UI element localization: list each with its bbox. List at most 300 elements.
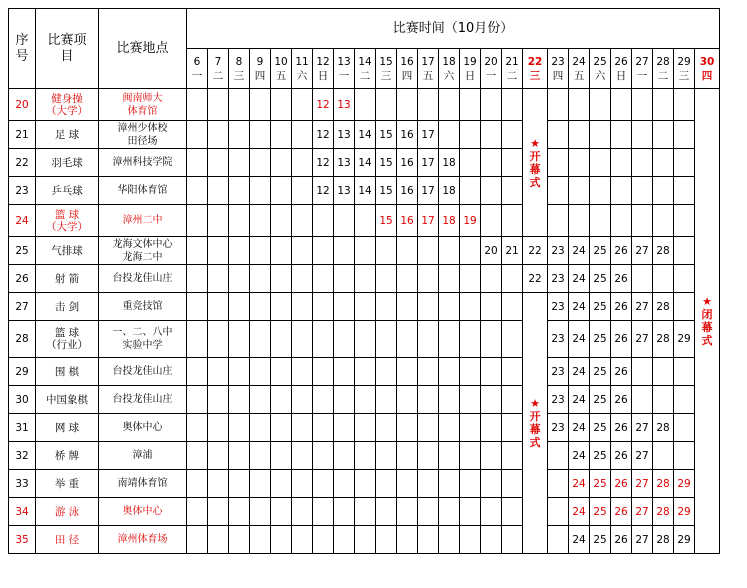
day-cell: 15 bbox=[376, 177, 397, 205]
day-cell: 27 bbox=[632, 321, 653, 358]
day-cell bbox=[229, 470, 250, 498]
day-cell bbox=[569, 205, 590, 237]
day-header-18: 18 六 bbox=[439, 49, 460, 89]
day-cell: 24 bbox=[569, 414, 590, 442]
header-seq: 序 号 bbox=[9, 9, 36, 89]
day-cell: 26 bbox=[611, 386, 632, 414]
day-cell: 23 bbox=[548, 321, 569, 358]
day-cell bbox=[653, 265, 674, 293]
day-cell bbox=[376, 358, 397, 386]
day-cell bbox=[548, 149, 569, 177]
day-cell: 24 bbox=[569, 498, 590, 526]
day-cell bbox=[548, 498, 569, 526]
day-cell bbox=[313, 470, 334, 498]
day-cell bbox=[502, 442, 523, 470]
day-cell bbox=[569, 89, 590, 121]
day-cell: 29 bbox=[674, 526, 695, 554]
event-name: 羽毛球 bbox=[36, 149, 99, 177]
day-cell bbox=[250, 293, 271, 321]
day-header-26: 26 日 bbox=[611, 49, 632, 89]
day-cell bbox=[674, 386, 695, 414]
day-cell bbox=[187, 121, 208, 149]
day-cell: 24 bbox=[569, 265, 590, 293]
table-row bbox=[9, 149, 720, 177]
day-cell: 17 bbox=[418, 177, 439, 205]
day-cell: 27 bbox=[632, 293, 653, 321]
day-cell bbox=[250, 386, 271, 414]
day-cell bbox=[250, 414, 271, 442]
row-seq: 29 bbox=[9, 358, 36, 386]
day-cell bbox=[481, 121, 502, 149]
day-cell bbox=[355, 265, 376, 293]
day-cell bbox=[229, 265, 250, 293]
day-cell: 26 bbox=[611, 414, 632, 442]
day-cell bbox=[313, 321, 334, 358]
day-cell: 25 bbox=[590, 237, 611, 265]
day-cell bbox=[355, 205, 376, 237]
day-cell: 24 bbox=[569, 386, 590, 414]
day-cell: 25 bbox=[590, 526, 611, 554]
day-cell: 13 bbox=[334, 177, 355, 205]
day-cell bbox=[632, 205, 653, 237]
day-cell bbox=[313, 526, 334, 554]
day-cell bbox=[632, 358, 653, 386]
day-cell: 15 bbox=[376, 121, 397, 149]
day-cell bbox=[502, 149, 523, 177]
day-cell bbox=[418, 526, 439, 554]
day-cell bbox=[271, 442, 292, 470]
day-cell bbox=[292, 265, 313, 293]
day-cell bbox=[187, 414, 208, 442]
day-cell: 26 bbox=[611, 237, 632, 265]
day-cell: 16 bbox=[397, 149, 418, 177]
day-cell: 28 bbox=[653, 526, 674, 554]
day-cell bbox=[250, 470, 271, 498]
day-cell bbox=[292, 149, 313, 177]
day-cell: 27 bbox=[632, 526, 653, 554]
event-venue: 南靖体育馆 bbox=[99, 470, 187, 498]
day-cell bbox=[460, 177, 481, 205]
event-venue: 漳州体育场 bbox=[99, 526, 187, 554]
day-cell bbox=[271, 498, 292, 526]
day-cell bbox=[208, 386, 229, 414]
day-cell: 24 bbox=[569, 321, 590, 358]
day-cell bbox=[439, 121, 460, 149]
day-cell: 16 bbox=[397, 205, 418, 237]
event-name: 足 球 bbox=[36, 121, 99, 149]
table-row bbox=[9, 293, 720, 321]
row-seq: 35 bbox=[9, 526, 36, 554]
day-cell: 28 bbox=[653, 470, 674, 498]
day-cell bbox=[376, 89, 397, 121]
day-cell bbox=[653, 205, 674, 237]
day-cell: 15 bbox=[376, 205, 397, 237]
day-cell: 26 bbox=[611, 526, 632, 554]
event-name: 举 重 bbox=[36, 470, 99, 498]
day-cell bbox=[502, 386, 523, 414]
day-cell bbox=[460, 470, 481, 498]
day-cell bbox=[334, 498, 355, 526]
day-cell bbox=[229, 414, 250, 442]
day-cell bbox=[271, 293, 292, 321]
day-cell bbox=[418, 293, 439, 321]
day-cell: 26 bbox=[611, 265, 632, 293]
day-header-27: 27 一 bbox=[632, 49, 653, 89]
day-cell bbox=[481, 177, 502, 205]
event-name: 篮 球 （行业） bbox=[36, 321, 99, 358]
day-cell bbox=[439, 442, 460, 470]
day-cell bbox=[460, 237, 481, 265]
day-cell bbox=[229, 498, 250, 526]
table-row bbox=[9, 321, 720, 358]
day-cell bbox=[292, 177, 313, 205]
day-header-28: 28 二 bbox=[653, 49, 674, 89]
day-cell: 26 bbox=[611, 358, 632, 386]
day-cell bbox=[653, 442, 674, 470]
day-cell bbox=[187, 205, 208, 237]
table-row bbox=[9, 177, 720, 205]
day-cell bbox=[481, 205, 502, 237]
day-cell bbox=[292, 293, 313, 321]
day-cell bbox=[611, 149, 632, 177]
day-cell bbox=[292, 121, 313, 149]
day-cell: 25 bbox=[590, 358, 611, 386]
day-cell bbox=[653, 386, 674, 414]
day-cell bbox=[313, 442, 334, 470]
day-cell bbox=[229, 121, 250, 149]
day-cell: 25 bbox=[590, 442, 611, 470]
event-name: 击 剑 bbox=[36, 293, 99, 321]
day-cell bbox=[355, 386, 376, 414]
day-cell bbox=[355, 89, 376, 121]
day-cell bbox=[460, 386, 481, 414]
day-cell bbox=[208, 414, 229, 442]
day-cell bbox=[229, 237, 250, 265]
event-venue: 闽南师大 体育馆 bbox=[99, 89, 187, 121]
day-cell bbox=[548, 205, 569, 237]
day-cell: 24 bbox=[569, 237, 590, 265]
day-cell bbox=[653, 89, 674, 121]
day-cell bbox=[208, 205, 229, 237]
table-row bbox=[9, 89, 720, 121]
row-seq: 26 bbox=[9, 265, 36, 293]
day-cell bbox=[418, 321, 439, 358]
day-cell bbox=[418, 498, 439, 526]
day-cell: 25 bbox=[590, 470, 611, 498]
day-cell bbox=[481, 265, 502, 293]
day-cell bbox=[355, 414, 376, 442]
day-cell: 17 bbox=[418, 121, 439, 149]
day-cell: 26 bbox=[611, 442, 632, 470]
day-cell bbox=[460, 526, 481, 554]
day-cell bbox=[548, 470, 569, 498]
day-cell bbox=[334, 205, 355, 237]
day-cell bbox=[292, 89, 313, 121]
day-cell bbox=[229, 177, 250, 205]
day-cell bbox=[590, 205, 611, 237]
day-cell: 18 bbox=[439, 177, 460, 205]
day-cell bbox=[439, 321, 460, 358]
day-cell bbox=[271, 386, 292, 414]
day-cell bbox=[548, 442, 569, 470]
day-cell bbox=[548, 121, 569, 149]
day-header-20: 20 一 bbox=[481, 49, 502, 89]
day-cell: 14 bbox=[355, 177, 376, 205]
table-row bbox=[9, 121, 720, 149]
day-cell bbox=[208, 442, 229, 470]
event-name: 网 球 bbox=[36, 414, 99, 442]
table-row bbox=[9, 442, 720, 470]
day-cell: 22 bbox=[523, 265, 548, 293]
day-cell bbox=[250, 265, 271, 293]
day-cell bbox=[187, 386, 208, 414]
day-cell bbox=[397, 386, 418, 414]
day-cell: 13 bbox=[334, 149, 355, 177]
day-cell bbox=[376, 414, 397, 442]
day-cell bbox=[292, 414, 313, 442]
day-cell bbox=[502, 265, 523, 293]
day-cell bbox=[334, 386, 355, 414]
row-seq: 25 bbox=[9, 237, 36, 265]
day-cell: 29 bbox=[674, 498, 695, 526]
day-cell bbox=[313, 205, 334, 237]
day-cell bbox=[481, 358, 502, 386]
day-cell bbox=[569, 177, 590, 205]
day-cell bbox=[439, 265, 460, 293]
day-cell: 27 bbox=[632, 237, 653, 265]
day-cell bbox=[334, 442, 355, 470]
day-cell bbox=[611, 205, 632, 237]
day-cell bbox=[376, 386, 397, 414]
day-cell bbox=[502, 321, 523, 358]
day-cell bbox=[418, 414, 439, 442]
day-cell bbox=[481, 386, 502, 414]
day-cell bbox=[229, 321, 250, 358]
day-cell: 16 bbox=[397, 121, 418, 149]
day-cell bbox=[502, 293, 523, 321]
day-cell bbox=[611, 89, 632, 121]
table-row bbox=[9, 498, 720, 526]
day-cell: 17 bbox=[418, 149, 439, 177]
day-cell bbox=[632, 89, 653, 121]
day-cell bbox=[460, 498, 481, 526]
day-cell bbox=[632, 177, 653, 205]
day-cell bbox=[653, 149, 674, 177]
day-cell bbox=[590, 177, 611, 205]
day-cell bbox=[418, 89, 439, 121]
day-cell bbox=[439, 414, 460, 442]
day-cell bbox=[355, 442, 376, 470]
day-cell: 23 bbox=[548, 237, 569, 265]
day-cell bbox=[187, 89, 208, 121]
day-cell bbox=[292, 498, 313, 526]
row-seq: 30 bbox=[9, 386, 36, 414]
day-cell bbox=[208, 177, 229, 205]
day-cell: 18 bbox=[439, 205, 460, 237]
day-cell bbox=[208, 149, 229, 177]
day-cell: 23 bbox=[548, 414, 569, 442]
day-header-11: 11 六 bbox=[292, 49, 313, 89]
day-header-17: 17 五 bbox=[418, 49, 439, 89]
header-item: 比赛项 目 bbox=[36, 9, 99, 89]
day-cell bbox=[418, 265, 439, 293]
day-cell bbox=[418, 442, 439, 470]
day-cell bbox=[271, 149, 292, 177]
day-cell: 24 bbox=[569, 470, 590, 498]
day-cell bbox=[376, 442, 397, 470]
day-header-7: 7 二 bbox=[208, 49, 229, 89]
day-cell: 22 bbox=[523, 237, 548, 265]
day-cell bbox=[355, 358, 376, 386]
row-seq: 23 bbox=[9, 177, 36, 205]
row-seq: 20 bbox=[9, 89, 36, 121]
day-cell bbox=[481, 526, 502, 554]
day-header-23: 23 四 bbox=[548, 49, 569, 89]
day-cell bbox=[481, 470, 502, 498]
day-cell: 25 bbox=[590, 386, 611, 414]
day-cell bbox=[460, 358, 481, 386]
day-cell: 25 bbox=[590, 414, 611, 442]
day-cell: 27 bbox=[632, 442, 653, 470]
day-cell: 23 bbox=[548, 358, 569, 386]
day-cell bbox=[187, 358, 208, 386]
day-cell bbox=[481, 89, 502, 121]
event-venue: 华阳体育馆 bbox=[99, 177, 187, 205]
event-name: 围 棋 bbox=[36, 358, 99, 386]
day-cell bbox=[229, 293, 250, 321]
day-cell bbox=[187, 442, 208, 470]
day-cell bbox=[208, 293, 229, 321]
event-venue: 漳浦 bbox=[99, 442, 187, 470]
row-seq: 31 bbox=[9, 414, 36, 442]
day-cell bbox=[418, 237, 439, 265]
day-cell bbox=[653, 177, 674, 205]
day-cell: 24 bbox=[569, 293, 590, 321]
day-cell bbox=[334, 358, 355, 386]
day-cell bbox=[313, 293, 334, 321]
day-cell bbox=[481, 498, 502, 526]
day-cell bbox=[229, 149, 250, 177]
day-cell bbox=[355, 321, 376, 358]
day-cell: 29 bbox=[674, 321, 695, 358]
day-cell bbox=[355, 498, 376, 526]
day-cell bbox=[376, 498, 397, 526]
day-cell bbox=[271, 121, 292, 149]
day-cell bbox=[292, 442, 313, 470]
day-cell bbox=[208, 265, 229, 293]
row-seq: 32 bbox=[9, 442, 36, 470]
event-name: 田 径 bbox=[36, 526, 99, 554]
day-cell bbox=[397, 265, 418, 293]
day-cell bbox=[229, 526, 250, 554]
event-name: 乒乓球 bbox=[36, 177, 99, 205]
day-cell: 29 bbox=[674, 470, 695, 498]
day-cell bbox=[250, 442, 271, 470]
day-cell bbox=[313, 358, 334, 386]
day-cell bbox=[502, 358, 523, 386]
day-cell: 23 bbox=[548, 386, 569, 414]
day-cell bbox=[502, 89, 523, 121]
competition-schedule-table bbox=[8, 8, 720, 554]
day-cell bbox=[460, 149, 481, 177]
event-venue: 重竞技馆 bbox=[99, 293, 187, 321]
day-cell bbox=[208, 237, 229, 265]
day-cell bbox=[397, 237, 418, 265]
day-cell bbox=[674, 149, 695, 177]
day-cell bbox=[292, 321, 313, 358]
day-cell bbox=[674, 237, 695, 265]
day-cell bbox=[569, 121, 590, 149]
day-cell bbox=[653, 121, 674, 149]
event-venue: 漳州科技学院 bbox=[99, 149, 187, 177]
day-header-21: 21 二 bbox=[502, 49, 523, 89]
day-cell: 24 bbox=[569, 358, 590, 386]
day-header-30: 30 四 bbox=[695, 49, 720, 89]
day-cell bbox=[376, 470, 397, 498]
opening-ceremony-label: ★ 开 幕 式 bbox=[523, 89, 548, 237]
day-cell bbox=[250, 149, 271, 177]
row-seq: 22 bbox=[9, 149, 36, 177]
day-cell: 15 bbox=[376, 149, 397, 177]
day-cell bbox=[397, 358, 418, 386]
day-cell bbox=[250, 498, 271, 526]
event-name: 中国象棋 bbox=[36, 386, 99, 414]
day-cell bbox=[674, 442, 695, 470]
day-cell bbox=[653, 358, 674, 386]
day-cell bbox=[313, 265, 334, 293]
day-cell bbox=[397, 442, 418, 470]
opening-ceremony-label-2: ★ 开 幕 式 bbox=[523, 293, 548, 554]
day-cell: 17 bbox=[418, 205, 439, 237]
day-cell bbox=[271, 414, 292, 442]
day-cell bbox=[334, 237, 355, 265]
day-cell bbox=[187, 265, 208, 293]
day-cell: 12 bbox=[313, 89, 334, 121]
day-cell bbox=[502, 205, 523, 237]
day-cell bbox=[250, 89, 271, 121]
day-cell bbox=[439, 358, 460, 386]
day-cell bbox=[502, 470, 523, 498]
day-cell bbox=[229, 442, 250, 470]
day-cell bbox=[611, 121, 632, 149]
day-cell bbox=[674, 89, 695, 121]
event-name: 健身操 （大学） bbox=[36, 89, 99, 121]
day-cell bbox=[502, 414, 523, 442]
day-cell: 12 bbox=[313, 121, 334, 149]
day-header-24: 24 五 bbox=[569, 49, 590, 89]
day-cell: 27 bbox=[632, 470, 653, 498]
day-cell bbox=[250, 358, 271, 386]
event-venue: 龙海文体中心 龙海二中 bbox=[99, 237, 187, 265]
day-header-19: 19 日 bbox=[460, 49, 481, 89]
day-cell: 28 bbox=[653, 414, 674, 442]
day-cell: 13 bbox=[334, 89, 355, 121]
day-cell bbox=[502, 177, 523, 205]
event-venue: 漳州二中 bbox=[99, 205, 187, 237]
table-row bbox=[9, 265, 720, 293]
day-cell: 28 bbox=[653, 498, 674, 526]
day-header-12: 12 日 bbox=[313, 49, 334, 89]
table-row bbox=[9, 386, 720, 414]
day-cell bbox=[292, 205, 313, 237]
day-cell bbox=[208, 498, 229, 526]
day-cell bbox=[611, 177, 632, 205]
day-cell bbox=[313, 498, 334, 526]
day-header-6: 6 一 bbox=[187, 49, 208, 89]
header-venue: 比赛地点 bbox=[99, 9, 187, 89]
day-cell bbox=[187, 470, 208, 498]
day-cell bbox=[590, 89, 611, 121]
